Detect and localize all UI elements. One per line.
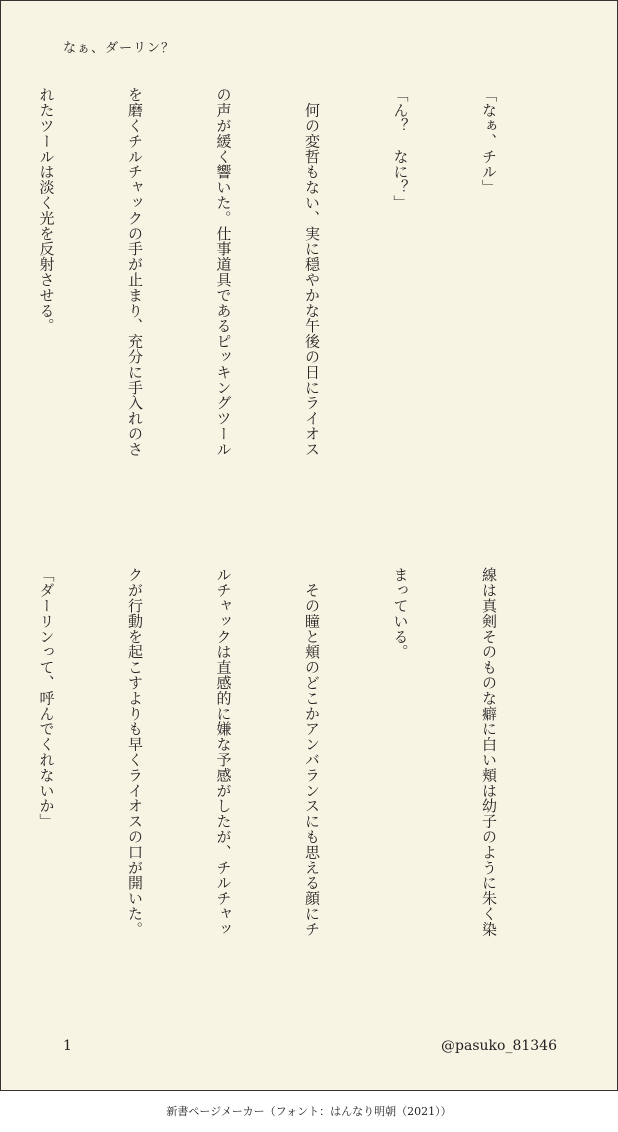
page-number: 1 bbox=[63, 1038, 72, 1054]
text-line: 何の変哲もない、実に穏やかな午後の日にライオス bbox=[303, 87, 321, 457]
text-line: を磨くチルチャックの手が止まり、充分に手入れのさ bbox=[126, 87, 144, 457]
text-line: の声が緩く響いた。仕事道具であるピッキングツール bbox=[214, 87, 233, 457]
page-title: なぁ、ダーリン？ bbox=[63, 41, 176, 56]
author-handle: @pasuko_81346 bbox=[441, 1038, 557, 1054]
text-line: 「ん？ なに？」 bbox=[391, 87, 410, 211]
text-line: 「ダーリンって、呼んでくれないか」 bbox=[37, 567, 56, 829]
text-block-top bbox=[0, 87, 562, 527]
text-line: 線は真剣そのものな癖に白い頬は幼子のように朱く染 bbox=[480, 567, 498, 937]
text-line: 「なぁ、チル」 bbox=[480, 87, 498, 195]
text-line: れたツールは淡く光を反射させる。 bbox=[37, 87, 56, 334]
text-line: クが行動を起こすよりも早くライオスの口が開いた。 bbox=[126, 567, 144, 937]
text-block-bottom bbox=[0, 567, 562, 1017]
text-line: ルチャックは直感的に嫌な予感がしたが、チルチャッ bbox=[214, 567, 233, 937]
text-line: その瞳と頬のどこかアンバランスにも思える顔にチ bbox=[303, 567, 321, 937]
text-line: まっている。 bbox=[391, 567, 410, 660]
generator-credit: 新書ページメーカー（フォント：はんなり明朝（2021）） bbox=[166, 1105, 452, 1118]
